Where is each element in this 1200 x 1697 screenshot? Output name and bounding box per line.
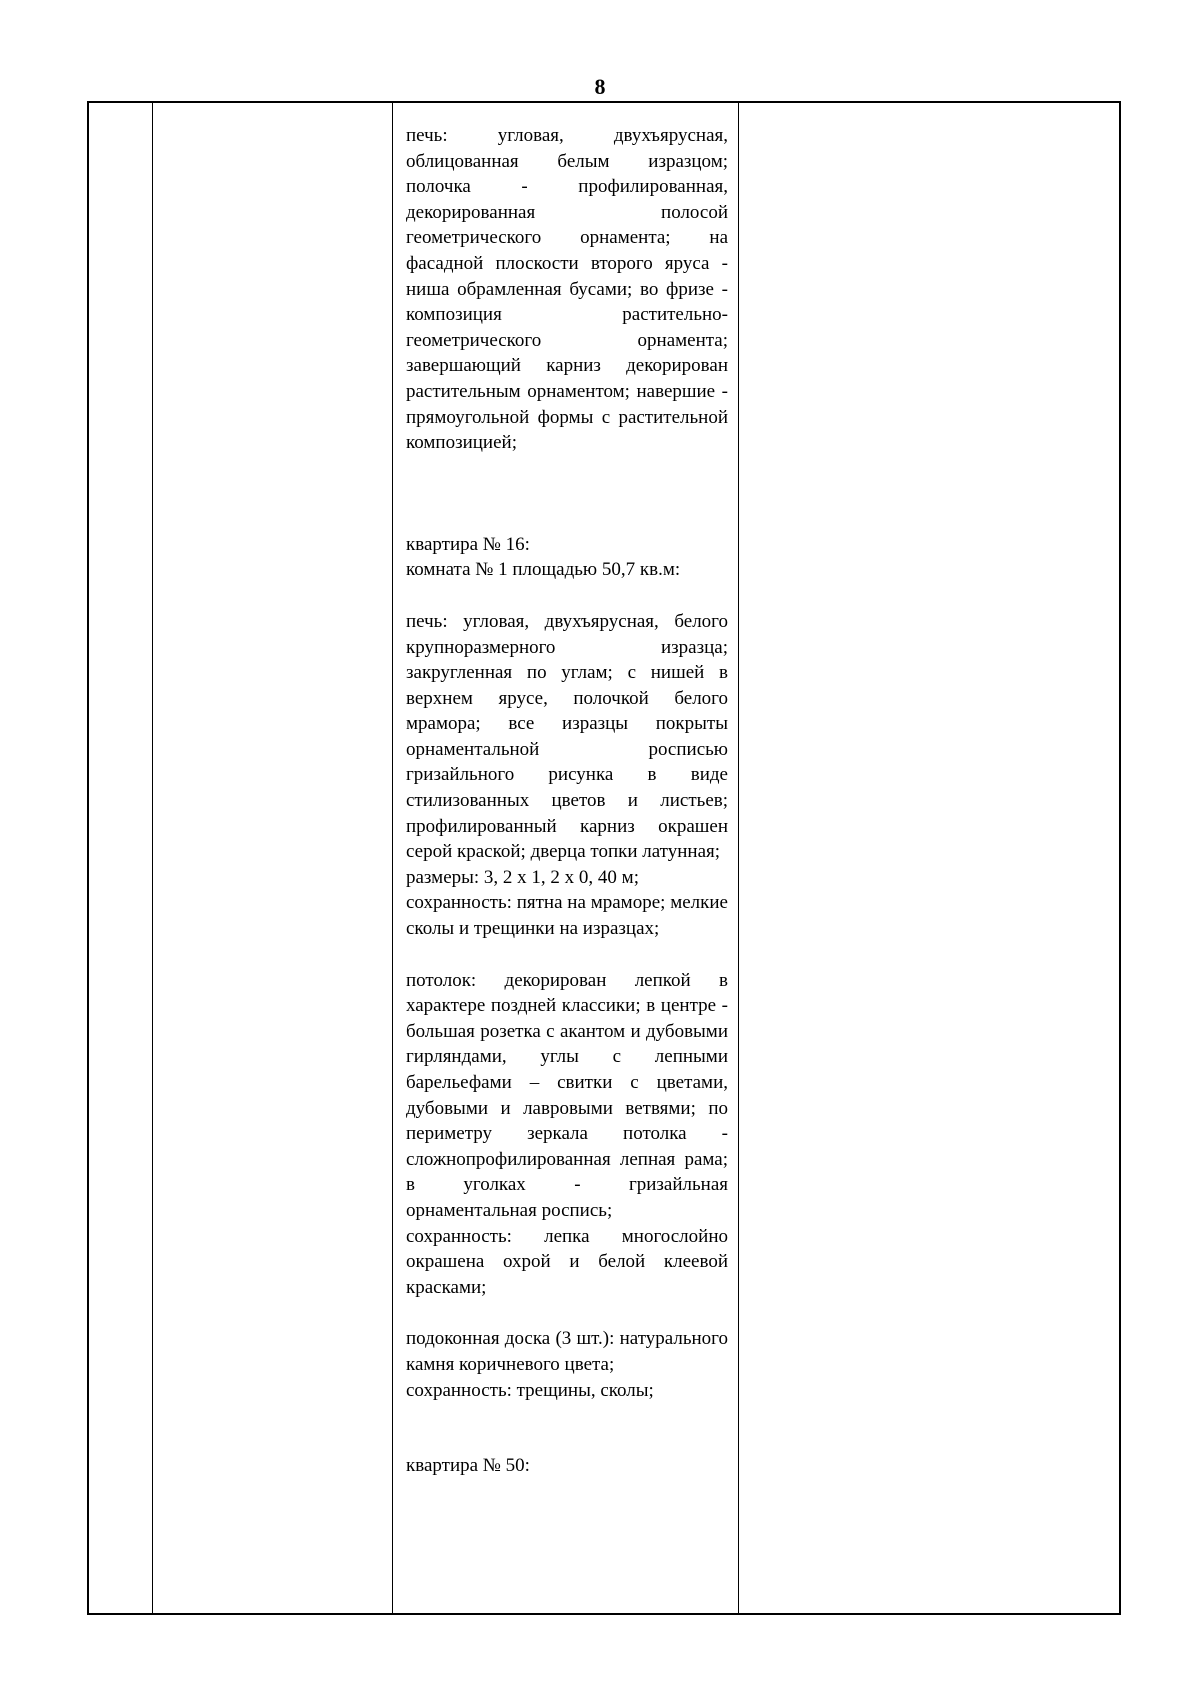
inventory-table (87, 101, 1121, 1615)
table-column-description (393, 103, 739, 1613)
stove-size: размеры: 3, 2 х 1, 2 х 0, 40 м; (406, 866, 639, 888)
table-column-notes (739, 103, 1119, 1613)
windowsill-description: подоконная доска (3 шт.): натурального камня коричневого цвета; (406, 1328, 728, 1375)
ceiling-condition: сохранность: лепка многослойно окрашена охрой и белой клеевой красками; (406, 1225, 728, 1298)
stove-condition: сохранность: пятна на мраморе; мелкие сколы и трещинки на изразцах; (406, 892, 728, 940)
ceiling-description: потолок: декорирован лепкой в характере поздней классики; в центре - большая розетка с акантом и дубовыми гирляндами, углы с лепными барельефами – свитки с цветами, дубовыми и лавровыми ветвями; по периметру зеркала потолка - сложнопрофилированная лепная рама; в уголках - гризайльная орнаментальная роспись; (406, 969, 728, 1221)
page-number: 8 (594, 74, 606, 99)
table-column-number (89, 103, 153, 1613)
apartment-16-heading: квартира № 16: (406, 533, 530, 555)
windowsill-condition: сохранность: трещины, сколы; (406, 1379, 654, 1401)
table-column-name (153, 103, 393, 1613)
room-1-heading: комната № 1 площадью 50,7 кв.м: (406, 559, 681, 581)
apartment-50-heading: квартира № 50: (406, 1455, 530, 1477)
stove-description-2: печь: угловая, двухъярусная, белого крупноразмерного изразца; закругленная по углам; с нишей в верхнем ярусе, полочкой белого мрамора; все изразцы покрыты орнаментальной росписью гризайльного рисунка в виде стилизованных цветов и листьев; профилированный карниз окрашен серой краской; дверца топки латунная; (406, 610, 728, 863)
stove-description-1: печь: угловая, двухъярусная, облицованная белым изразцом; полочка - профилированная, декорированная полосой геометрического орнамента; на фасадной плоскости второго яруса - ниша обрамленная бусами; во фризе - композиция растительно-геометрического орнамента; завершающий карниз декорирован растительным орнаментом; навершие - прямоугольной формы с растительной композицией; (406, 125, 728, 454)
